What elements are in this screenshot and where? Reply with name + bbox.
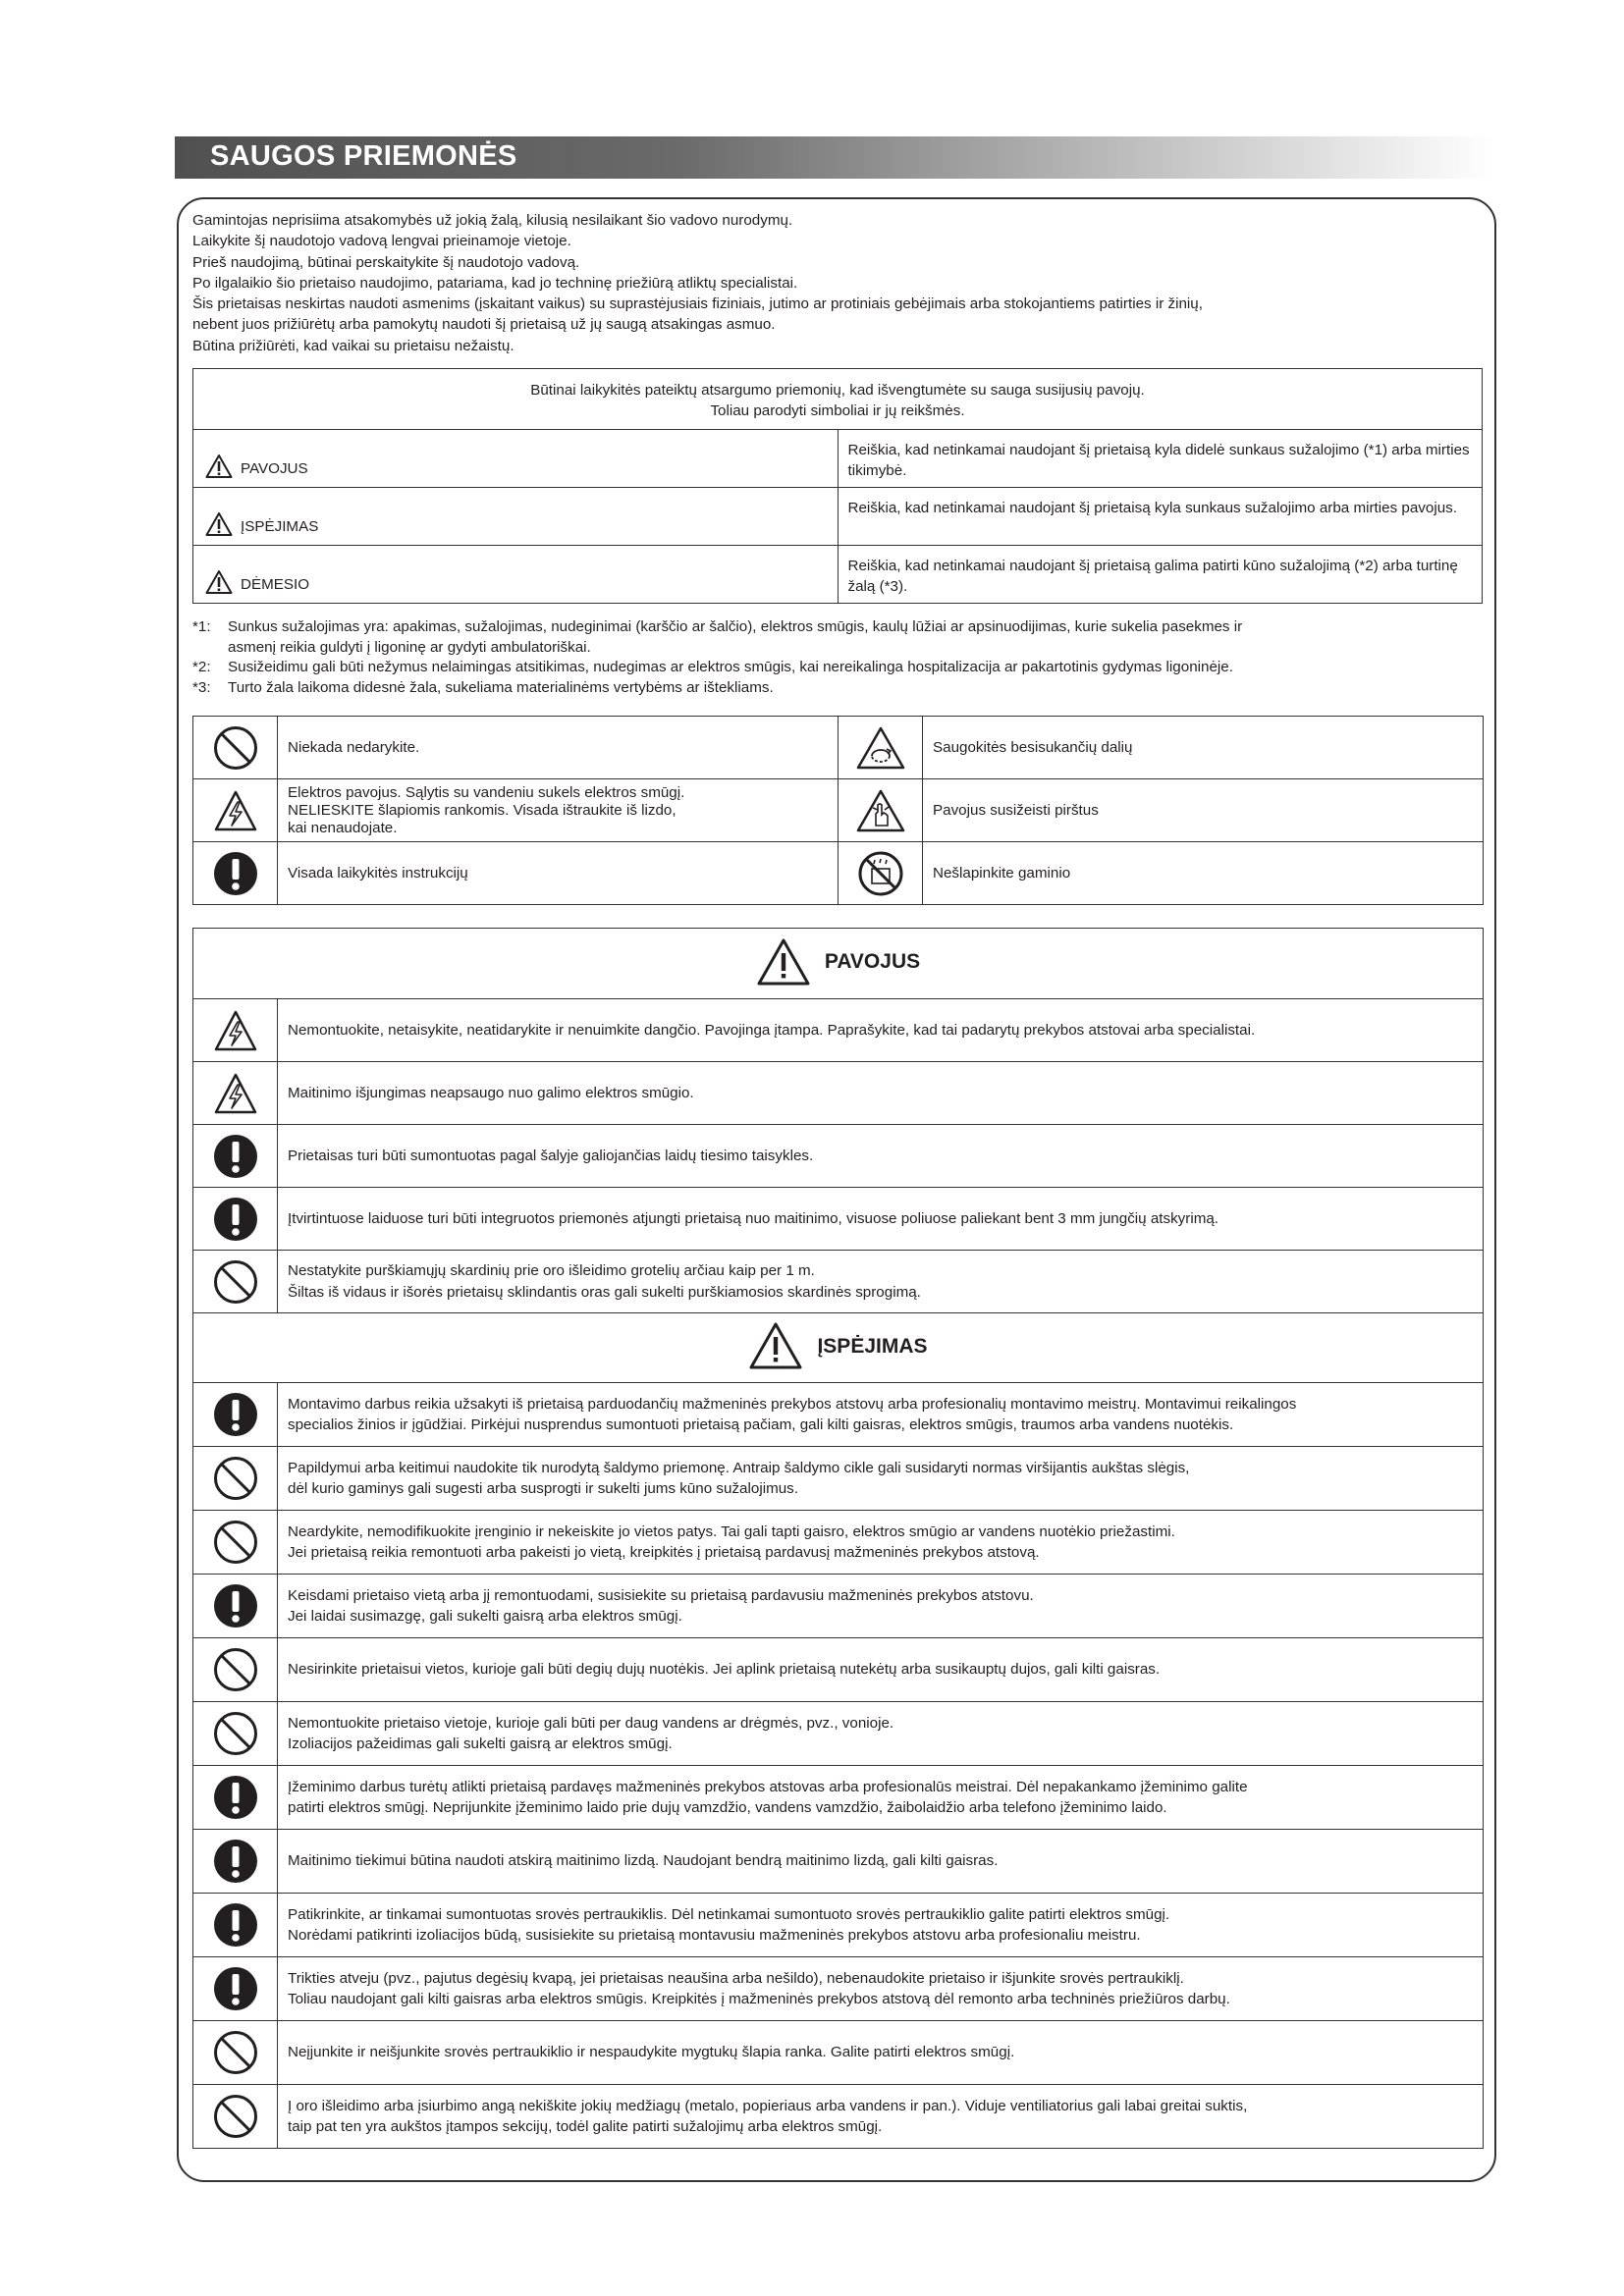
safety-row-line: Montavimo darbus reikia užsakyti iš prietaisą parduodančių mažmeninės prekybos atstovų arba profesionalių montavimo meistrų. Montavimui reikalingos (288, 1395, 1297, 1413)
warning-section-header (193, 1313, 1484, 1383)
legend-label-cell (193, 430, 839, 488)
prohibited-icon (212, 1258, 259, 1306)
mandatory-icon (212, 1965, 259, 2012)
mandatory-icon (212, 1774, 259, 1821)
warning-triangle-icon (205, 511, 233, 537)
warning-triangle-icon (756, 937, 811, 987)
row-icon-cell (193, 2085, 278, 2149)
safety-row-text (278, 1511, 1484, 1575)
intro-text (192, 210, 1479, 356)
row-icon-cell (193, 1830, 278, 1894)
symbol-icon-cell (839, 717, 923, 779)
safety-row-text (278, 1957, 1484, 2021)
mandatory-icon (212, 850, 259, 897)
symbol-icon-cell (193, 779, 278, 842)
safety-row-line: Nemontuokite, netaisykite, neatidarykite ir nenuimkite dangčio. Pavojinga įtampa. Paprašykite, kad tai padarytų prekybos atstovai arba specialistai. (288, 1021, 1256, 1039)
safety-row-line: Įžeminimo darbus turėtų atlikti prietaisą pardavęs mažmeninės prekybos atstovas arba profesionalūs meistrai. Dėl nepakankamo įžeminimo galite (288, 1778, 1248, 1795)
symbol-text: Nešlapinkite gaminio (923, 842, 1484, 905)
legend-label: ĮSPĖJIMAS (241, 518, 319, 535)
intro-line: Po ilgalaikio šio prietaiso naudojimo, patariama, kad jo techninę priežiūrą atliktų specialistai. (192, 274, 798, 292)
footnote-text: Sunkus sužalojimas yra: apakimas, sužalojimas, nudeginimai (karščio ar šalčio), elektros smūgis, kaulų lūžiai ar apsinuodijimas, kurie sukelia pasekmes ir (228, 618, 1243, 635)
safety-table (192, 928, 1484, 2149)
footnote-number: *2: (192, 659, 211, 676)
row-icon-cell (193, 1766, 278, 1830)
legend-description: Reiškia, kad netinkamai naudojant šį prietaisą kyla didelė sunkaus sužalojimo (*1) arba mirties tikimybė. (838, 430, 1483, 488)
row-icon-cell (193, 1702, 278, 1766)
symbol-text: Pavojus susižeisti pirštus (923, 779, 1484, 842)
row-icon-cell (193, 1251, 278, 1313)
safety-row-line: Patikrinkite, ar tinkamai sumontuotas srovės pertraukiklis. Dėl netinkamai sumontuoto srovės pertraukiklio galite patirti elektros smūgį. (288, 1905, 1170, 1923)
mandatory-icon (212, 1582, 259, 1629)
safety-row-text (278, 1638, 1484, 1702)
safety-row-text (278, 1830, 1484, 1894)
mandatory-icon (212, 1901, 259, 1949)
prohibited-icon (212, 2093, 259, 2140)
symbol-icon-cell (193, 842, 278, 905)
mandatory-icon (212, 1133, 259, 1180)
finger-hazard-icon (855, 788, 906, 833)
intro-line: Laikykite šį naudotojo vadovą lengvai prieinamoje vietoje. (192, 233, 571, 250)
prohibited-icon (212, 1519, 259, 1566)
legend-table (192, 368, 1483, 604)
footnote-number: *3: (192, 678, 211, 696)
warning-title: ĮSPĖJIMAS (817, 1334, 928, 1358)
row-icon-cell (193, 1447, 278, 1511)
footnote (192, 658, 1489, 678)
safety-row-text (278, 1447, 1484, 1511)
footnote (192, 678, 1489, 699)
footnote-text: asmenį reikia guldyti į ligoninę ar gydyti ambulatoriškai. (228, 638, 591, 656)
row-icon-cell (193, 2021, 278, 2085)
row-icon-cell (193, 1383, 278, 1447)
symbol-text-line: kai nenaudojate. (288, 819, 398, 836)
mandatory-icon (212, 1196, 259, 1243)
row-icon-cell (193, 1511, 278, 1575)
safety-row-line: Nemontuokite prietaiso vietoje, kurioje gali būti per daug vandens ar drėgmės, pvz., vonioje. (288, 1714, 894, 1732)
safety-row-line: Įtvirtintuose laiduose turi būti integruotos priemonės atjungti prietaisą nuo maitinimo, visuose poliuose paliekant bent 3 mm jungčių atskyrimą. (288, 1209, 1219, 1227)
electric-shock-icon (213, 789, 258, 832)
footnote-text: Turto žala laikoma didesnė žala, sukeliama materialinėms vertybėms ar ištekliams. (228, 678, 774, 696)
legend-label-cell (193, 546, 839, 604)
safety-row-text (278, 1125, 1484, 1188)
legend-header-line: Būtinai laikykitės pateiktų atsargumo priemonių, kad išvengtumėte su sauga susijusių pavojų. (530, 382, 1145, 399)
safety-row-line: Nesirinkite prietaisui vietos, kurioje gali būti degių dujų nuotėkis. Jei aplink prietaisą nutekėtų arba susikauptų dujos, gali kilti gaisras. (288, 1661, 1161, 1679)
rotating-parts-icon (855, 725, 906, 771)
page-title: SAUGOS PRIEMONĖS (210, 140, 517, 172)
footnotes (192, 617, 1489, 698)
safety-row-text (278, 1251, 1484, 1313)
prohibited-icon (212, 724, 259, 772)
row-icon-cell (193, 1957, 278, 2021)
safety-row-line: Neardykite, nemodifikuokite įrenginio ir nekeiskite jo vietos patys. Tai gali tapti gaisro, elektros smūgio ar vandens nuotėkio priežastimi. (288, 1522, 1175, 1540)
safety-row-line: Keisdami prietaiso vietą arba jį remontuodami, susisiekite su prietaisą pardavusiu mažmeninės prekybos atstovu. (288, 1586, 1034, 1604)
electric-shock-icon (213, 1072, 258, 1115)
safety-row-line: taip pat ten yra aukštos įtampos sekcijų, todėl galite patirti sužalojimų arba elektros smūgį. (288, 2118, 883, 2135)
safety-row-text (278, 999, 1484, 1062)
prohibited-icon (212, 2029, 259, 2076)
safety-row-text (278, 1575, 1484, 1638)
safety-row-line: Papildymui arba keitimui naudokite tik nurodytą šaldymo priemonę. Antraip šaldymo cikle gali susidaryti normas viršijantis aukštas slėgis, (288, 1459, 1190, 1476)
do-not-wet-icon (857, 850, 904, 897)
safety-row-text (278, 1062, 1484, 1125)
safety-row-line: Šiltas iš vidaus ir išorės prietaisų sklindantis oras gali sukelti purškiamosios skardinės sprogimą. (288, 1283, 921, 1301)
safety-row-line: Prietaisas turi būti sumontuotas pagal šalyje galiojančias laidų tiesimo taisykles. (288, 1147, 814, 1164)
row-icon-cell (193, 1125, 278, 1188)
warning-triangle-icon (205, 454, 233, 479)
safety-row-text (278, 1188, 1484, 1251)
safety-row-line: Toliau naudojant gali kilti gaisras arba elektros smūgis. Kreipkitės į mažmeninės prekybos atstovą dėl remonto arba techninės priežiūros darbų. (288, 1991, 1230, 2007)
row-icon-cell (193, 1894, 278, 1957)
safety-row-text (278, 2085, 1484, 2149)
row-icon-cell (193, 1188, 278, 1251)
safety-row-line: Jei laidai susimazgę, gali sukelti gaisrą arba elektros smūgį. (288, 1608, 682, 1625)
safety-row-line: dėl kurio gaminys gali sugesti arba susprogti ir sukelti jums kūno sužalojimus. (288, 1480, 798, 1497)
legend-header (193, 369, 1483, 430)
symbol-text (278, 779, 839, 842)
safety-row-line: Neįjunkite ir neišjunkite srovės pertraukiklio ir nespaudykite mygtukų šlapia ranka. Galite patirti elektros smūgį. (288, 2044, 1015, 2061)
safety-row-line: Norėdami patikrinti izoliacijos būdą, susisiekite su prietaisą montavusiu mažmeninės prekybos atstovu arba profesionaliu meistru. (288, 1927, 1141, 1944)
danger-section-header (193, 929, 1484, 999)
row-icon-cell (193, 999, 278, 1062)
row-icon-cell (193, 1638, 278, 1702)
symbols-table (192, 716, 1484, 905)
footnote (192, 617, 1489, 658)
prohibited-icon (212, 1646, 259, 1693)
prohibited-icon (212, 1455, 259, 1502)
symbol-text-line: NELIESKITE šlapiomis rankomis. Visada ištraukite iš lizdo, (288, 801, 677, 819)
footnote-number: *1: (192, 618, 211, 635)
symbol-text: Niekada nedarykite. (278, 717, 839, 779)
safety-row-text (278, 1894, 1484, 1957)
symbol-icon-cell (839, 842, 923, 905)
legend-description: Reiškia, kad netinkamai naudojant šį prietaisą galima patirti kūno sužalojimą (*2) arba turtinę žalą (*3). (838, 546, 1483, 604)
footnote-text: Susižeidimu gali būti nežymus nelaimingas atsitikimas, nudegimas ar elektros smūgis, kai nereikalinga hospitalizacija ar pakartotinis gydymas ligoninėje. (228, 659, 1233, 676)
safety-row-text (278, 1383, 1484, 1447)
symbol-icon-cell (839, 779, 923, 842)
safety-row-text (278, 1766, 1484, 1830)
symbol-text: Visada laikykitės instrukcijų (278, 842, 839, 905)
safety-row-line: Jei prietaisą reikia remontuoti arba pakeisti jo vietą, kreipkitės į prietaisą pardavusį mažmeninės prekybos atstovą. (288, 1544, 1040, 1561)
safety-row-line: Nestatykite purškiamųjų skardinių prie oro išleidimo grotelių arčiau kaip per 1 m. (288, 1262, 815, 1279)
legend-label: PAVOJUS (241, 460, 308, 477)
legend-description: Reiškia, kad netinkamai naudojant šį prietaisą kyla sunkaus sužalojimo arba mirties pavojus. (838, 488, 1483, 546)
danger-title: PAVOJUS (824, 950, 921, 973)
prohibited-icon (212, 1710, 259, 1757)
electric-shock-icon (213, 1009, 258, 1052)
symbol-text: Saugokitės besisukančių dalių (923, 717, 1484, 779)
intro-line: Gamintojas neprisiima atsakomybės už jokią žalą, kilusią nesilaikant šio vadovo nurodymų. (192, 212, 793, 229)
safety-row-line: Trikties atveju (pvz., pajutus degėsių kvapą, jei prietaisas neaušina arba nešildo), nebenaudokite prietaiso ir išjunkite srovės pertraukiklį. (288, 1969, 1184, 1987)
safety-row-line: patirti elektros smūgį. Neprijunkite įžeminimo laido prie dujų vamzdžio, vandens vamzdžio, žaibolaidžio arba telefono įžeminimo laido. (288, 1799, 1167, 1816)
legend-header-line: Toliau parodyti simboliai ir jų reikšmės. (710, 402, 965, 419)
safety-row-text (278, 1702, 1484, 1766)
row-icon-cell (193, 1575, 278, 1638)
intro-line: Būtina prižiūrėti, kad vaikai su prietaisu nežaistų. (192, 337, 514, 354)
safety-row-line: specialios žinios ir įgūdžiai. Pirkėjui nusprendus sumontuoti prietaisą pačiam, gali kilti gaisras, elektros smūgis, traumos arba vandens nuotėkis. (288, 1416, 1234, 1433)
intro-line: nebent juos prižiūrėtų arba pamokytų naudoti šį prietaisą už jų saugą atsakingas asmuo. (192, 316, 776, 334)
safety-row-line: Izoliacijos pažeidimas gali sukelti gaisrą ar elektros smūgį. (288, 1735, 673, 1752)
safety-row-line: Į oro išleidimo arba įsiurbimo angą nekiškite jokių medžiagų (metalo, popieriaus arba vandens ir pan.). Viduje ventiliatorius gali labai greitai suktis, (288, 2097, 1248, 2114)
safety-row-line: Maitinimo išjungimas neapsaugo nuo galimo elektros smūgio. (288, 1084, 694, 1101)
warning-triangle-icon (205, 569, 233, 595)
row-icon-cell (193, 1062, 278, 1125)
mandatory-icon (212, 1391, 259, 1438)
intro-line: Prieš naudojimą, būtinai perskaitykite šį naudotojo vadovą. (192, 253, 580, 271)
symbol-icon-cell (193, 717, 278, 779)
mandatory-icon (212, 1838, 259, 1885)
warning-triangle-icon (748, 1321, 803, 1370)
intro-line: Šis prietaisas neskirtas naudoti asmenims (įskaitant vaikus) su suprastėjusiais fiziniais, jutimo ar protiniais gebėjimais arba stokojantiems patirties ir žinių, (192, 295, 1203, 313)
symbol-text-line: Elektros pavojus. Sąlytis su vandeniu sukels elektros smūgį. (288, 783, 685, 801)
safety-row-line: Maitinimo tiekimui būtina naudoti atskirą maitinimo lizdą. Naudojant bendrą maitinimo lizdą, gali kilti gaisras. (288, 1852, 999, 1870)
section-header-bar (175, 136, 1495, 179)
safety-row-text (278, 2021, 1484, 2085)
legend-label-cell (193, 488, 839, 546)
legend-label: DĖMESIO (241, 576, 310, 593)
